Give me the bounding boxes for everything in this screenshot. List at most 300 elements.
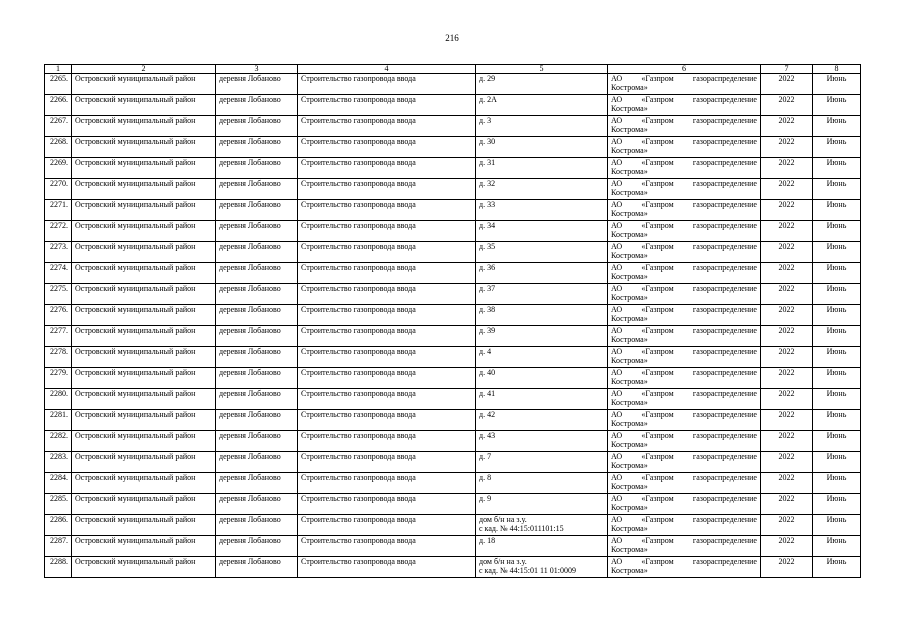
month-cell: Июнь [813, 557, 861, 578]
organization-line-2: Кострома» [611, 461, 648, 470]
year-cell: 2022 [761, 242, 813, 263]
organization-cell [608, 410, 761, 431]
organization-line-2: Кострома» [611, 482, 648, 491]
settlement-cell: деревня Лобаново [216, 536, 298, 557]
organization-line-2: Кострома» [611, 251, 648, 260]
row-number: 2288. [45, 557, 72, 578]
address-line-1: д. 29 [479, 74, 496, 83]
organization-line-2: Кострома» [611, 125, 648, 134]
settlement-cell: деревня Лобаново [216, 95, 298, 116]
organization-part-b: «Газпром [641, 410, 674, 419]
settlement-cell: деревня Лобаново [216, 116, 298, 137]
organization-cell [608, 137, 761, 158]
organization-part-b: «Газпром [641, 347, 674, 356]
organization-line-2: Кострома» [611, 104, 648, 113]
organization-part-b: «Газпром [641, 95, 674, 104]
district-cell: Островский муниципальный район [72, 74, 216, 95]
organization-part-a: АО [611, 158, 623, 167]
address-line-2: с кад. № 44:15:011101:15 [479, 524, 564, 533]
address-cell [476, 326, 608, 347]
year-cell: 2022 [761, 389, 813, 410]
organization-part-b: «Газпром [641, 200, 674, 209]
settlement-cell: деревня Лобаново [216, 200, 298, 221]
organization-part-b: «Газпром [641, 305, 674, 314]
address-cell [476, 242, 608, 263]
district-cell: Островский муниципальный район [72, 452, 216, 473]
organization-line-2: Кострома» [611, 146, 648, 155]
work-type-cell: Строительство газопровода ввода [298, 389, 476, 410]
organization-part-c: газораспределение [692, 326, 757, 335]
organization-part-c: газораспределение [692, 431, 757, 440]
month-cell: Июнь [813, 305, 861, 326]
settlement-cell: деревня Лобаново [216, 263, 298, 284]
district-cell: Островский муниципальный район [72, 263, 216, 284]
month-cell: Июнь [813, 116, 861, 137]
table-row [45, 347, 861, 368]
settlement-cell: деревня Лобаново [216, 431, 298, 452]
table-row [45, 95, 861, 116]
organization-part-c: газораспределение [692, 452, 757, 461]
organization-cell [608, 200, 761, 221]
organization-line-1 [611, 284, 757, 293]
district-cell: Островский муниципальный район [72, 179, 216, 200]
address-line-1: д. 8 [479, 473, 492, 482]
table-row [45, 431, 861, 452]
organization-part-b: «Газпром [641, 263, 674, 272]
address-line-1: д. 3 [479, 116, 492, 125]
organization-line-1 [611, 221, 757, 230]
address-line-1: д. 43 [479, 431, 496, 440]
organization-part-a: АО [611, 473, 623, 482]
organization-cell [608, 158, 761, 179]
work-type-cell: Строительство газопровода ввода [298, 305, 476, 326]
address-line-1: дом б/н на з.у. [479, 515, 527, 524]
organization-part-a: АО [611, 326, 623, 335]
organization-line-1 [611, 179, 757, 188]
address-line-1: д. 31 [479, 158, 496, 167]
organization-part-a: АО [611, 389, 623, 398]
organization-line-2: Кострома» [611, 314, 648, 323]
address-cell [476, 116, 608, 137]
table-row [45, 536, 861, 557]
settlement-cell: деревня Лобаново [216, 137, 298, 158]
district-cell: Островский муниципальный район [72, 536, 216, 557]
row-number: 2273. [45, 242, 72, 263]
table-row [45, 242, 861, 263]
year-cell: 2022 [761, 473, 813, 494]
organization-line-1 [611, 242, 757, 251]
district-cell: Островский муниципальный район [72, 347, 216, 368]
organization-line-2: Кострома» [611, 167, 648, 176]
address-line-1: д. 33 [479, 200, 496, 209]
organization-line-2: Кострома» [611, 356, 648, 365]
address-line-1: д. 41 [479, 389, 496, 398]
district-cell: Островский муниципальный район [72, 389, 216, 410]
settlement-cell: деревня Лобаново [216, 389, 298, 410]
row-number: 2281. [45, 410, 72, 431]
organization-part-a: АО [611, 305, 623, 314]
row-number: 2279. [45, 368, 72, 389]
district-cell: Островский муниципальный район [72, 368, 216, 389]
settlement-cell: деревня Лобаново [216, 305, 298, 326]
organization-cell [608, 431, 761, 452]
organization-part-b: «Газпром [641, 494, 674, 503]
month-cell: Июнь [813, 158, 861, 179]
column-header-5: 5 [476, 65, 608, 74]
work-type-cell: Строительство газопровода ввода [298, 179, 476, 200]
organization-line-1 [611, 137, 757, 146]
organization-line-1 [611, 536, 757, 545]
organization-line-2: Кострома» [611, 377, 648, 386]
row-number: 2268. [45, 137, 72, 158]
work-type-cell: Строительство газопровода ввода [298, 557, 476, 578]
organization-line-2: Кострома» [611, 230, 648, 239]
table-body [45, 74, 861, 578]
address-line-1: д. 34 [479, 221, 496, 230]
organization-cell [608, 116, 761, 137]
year-cell: 2022 [761, 494, 813, 515]
organization-line-2: Кострома» [611, 83, 648, 92]
organization-cell [608, 515, 761, 536]
organization-part-b: «Газпром [641, 452, 674, 461]
year-cell: 2022 [761, 410, 813, 431]
row-number: 2278. [45, 347, 72, 368]
year-cell: 2022 [761, 137, 813, 158]
year-cell: 2022 [761, 536, 813, 557]
month-cell: Июнь [813, 263, 861, 284]
district-cell: Островский муниципальный район [72, 158, 216, 179]
organization-part-c: газораспределение [692, 137, 757, 146]
organization-line-2: Кострома» [611, 524, 648, 533]
organization-part-a: АО [611, 368, 623, 377]
district-cell: Островский муниципальный район [72, 515, 216, 536]
organization-part-a: АО [611, 221, 623, 230]
month-cell: Июнь [813, 515, 861, 536]
settlement-cell: деревня Лобаново [216, 347, 298, 368]
table-row [45, 410, 861, 431]
table-row [45, 389, 861, 410]
work-type-cell: Строительство газопровода ввода [298, 431, 476, 452]
row-number: 2280. [45, 389, 72, 410]
organization-cell [608, 284, 761, 305]
work-type-cell: Строительство газопровода ввода [298, 515, 476, 536]
table-row [45, 263, 861, 284]
table-row [45, 158, 861, 179]
month-cell: Июнь [813, 200, 861, 221]
organization-line-2: Кострома» [611, 188, 648, 197]
organization-line-1 [611, 452, 757, 461]
address-cell [476, 221, 608, 242]
settlement-cell: деревня Лобаново [216, 473, 298, 494]
settlement-cell: деревня Лобаново [216, 242, 298, 263]
month-cell: Июнь [813, 536, 861, 557]
address-line-1: д. 2А [479, 95, 497, 104]
district-cell: Островский муниципальный район [72, 116, 216, 137]
address-cell [476, 494, 608, 515]
organization-part-a: АО [611, 494, 623, 503]
organization-line-1 [611, 95, 757, 104]
row-number: 2265. [45, 74, 72, 95]
table-row [45, 200, 861, 221]
address-cell [476, 305, 608, 326]
organization-part-a: АО [611, 116, 623, 125]
work-type-cell: Строительство газопровода ввода [298, 452, 476, 473]
address-line-2: с кад. № 44:15:01 11 01:0009 [479, 566, 576, 575]
organization-part-a: АО [611, 74, 623, 83]
address-line-1: д. 35 [479, 242, 496, 251]
organization-cell [608, 221, 761, 242]
row-number: 2282. [45, 431, 72, 452]
settlement-cell: деревня Лобаново [216, 179, 298, 200]
organization-part-a: АО [611, 347, 623, 356]
table-row [45, 137, 861, 158]
organization-line-1 [611, 200, 757, 209]
district-cell: Островский муниципальный район [72, 95, 216, 116]
work-type-cell: Строительство газопровода ввода [298, 473, 476, 494]
district-cell: Островский муниципальный район [72, 410, 216, 431]
organization-cell [608, 452, 761, 473]
address-line-1: д. 39 [479, 326, 496, 335]
settlement-cell: деревня Лобаново [216, 368, 298, 389]
organization-cell [608, 179, 761, 200]
work-type-cell: Строительство газопровода ввода [298, 200, 476, 221]
column-header-6: 6 [608, 65, 761, 74]
settlement-cell: деревня Лобаново [216, 158, 298, 179]
organization-line-2: Кострома» [611, 566, 648, 575]
address-cell [476, 284, 608, 305]
organization-line-1 [611, 347, 757, 356]
row-number: 2274. [45, 263, 72, 284]
month-cell: Июнь [813, 452, 861, 473]
organization-part-c: газораспределение [692, 179, 757, 188]
organization-part-c: газораспределение [692, 263, 757, 272]
work-type-cell: Строительство газопровода ввода [298, 137, 476, 158]
organization-part-c: газораспределение [692, 389, 757, 398]
organization-part-c: газораспределение [692, 368, 757, 377]
work-type-cell: Строительство газопровода ввода [298, 536, 476, 557]
district-cell: Островский муниципальный район [72, 326, 216, 347]
table-row [45, 74, 861, 95]
organization-cell [608, 95, 761, 116]
organization-line-1 [611, 515, 757, 524]
table-row [45, 305, 861, 326]
organization-part-a: АО [611, 557, 623, 566]
organization-line-1 [611, 389, 757, 398]
month-cell: Июнь [813, 74, 861, 95]
table-row [45, 473, 861, 494]
row-number: 2271. [45, 200, 72, 221]
organization-cell [608, 494, 761, 515]
year-cell: 2022 [761, 221, 813, 242]
organization-cell [608, 305, 761, 326]
work-type-cell: Строительство газопровода ввода [298, 116, 476, 137]
organization-line-1 [611, 410, 757, 419]
organization-part-c: газораспределение [692, 221, 757, 230]
organization-part-a: АО [611, 410, 623, 419]
month-cell: Июнь [813, 410, 861, 431]
row-number: 2285. [45, 494, 72, 515]
address-cell [476, 515, 608, 536]
year-cell: 2022 [761, 158, 813, 179]
month-cell: Июнь [813, 473, 861, 494]
organization-cell [608, 326, 761, 347]
address-line-1: д. 4 [479, 347, 492, 356]
organization-part-c: газораспределение [692, 242, 757, 251]
organization-part-a: АО [611, 200, 623, 209]
organization-cell [608, 557, 761, 578]
organization-cell [608, 74, 761, 95]
organization-part-a: АО [611, 137, 623, 146]
address-line-1: дом б/н на з.у. [479, 557, 527, 566]
address-line-1: д. 7 [479, 452, 492, 461]
row-number: 2276. [45, 305, 72, 326]
work-type-cell: Строительство газопровода ввода [298, 410, 476, 431]
organization-line-1 [611, 158, 757, 167]
year-cell: 2022 [761, 284, 813, 305]
settlement-cell: деревня Лобаново [216, 494, 298, 515]
settlement-cell: деревня Лобаново [216, 452, 298, 473]
organization-part-c: газораспределение [692, 473, 757, 482]
organization-part-b: «Газпром [641, 536, 674, 545]
row-number: 2269. [45, 158, 72, 179]
organization-line-1 [611, 473, 757, 482]
address-cell [476, 347, 608, 368]
organization-line-1 [611, 431, 757, 440]
work-type-cell: Строительство газопровода ввода [298, 368, 476, 389]
month-cell: Июнь [813, 389, 861, 410]
organization-part-b: «Газпром [641, 242, 674, 251]
month-cell: Июнь [813, 494, 861, 515]
year-cell: 2022 [761, 452, 813, 473]
organization-part-c: газораспределение [692, 74, 757, 83]
work-type-cell: Строительство газопровода ввода [298, 158, 476, 179]
organization-part-b: «Газпром [641, 74, 674, 83]
organization-part-a: АО [611, 536, 623, 545]
organization-part-b: «Газпром [641, 368, 674, 377]
organization-part-c: газораспределение [692, 347, 757, 356]
organization-part-a: АО [611, 284, 623, 293]
organization-part-b: «Газпром [641, 389, 674, 398]
organization-part-c: газораспределение [692, 284, 757, 293]
row-number: 2275. [45, 284, 72, 305]
address-line-1: д. 9 [479, 494, 492, 503]
organization-part-a: АО [611, 431, 623, 440]
address-cell [476, 200, 608, 221]
organization-part-c: газораспределение [692, 158, 757, 167]
row-number: 2277. [45, 326, 72, 347]
organization-line-2: Кострома» [611, 419, 648, 428]
organization-cell [608, 368, 761, 389]
month-cell: Июнь [813, 137, 861, 158]
column-header-1: 1 [45, 65, 72, 74]
year-cell: 2022 [761, 557, 813, 578]
row-number: 2287. [45, 536, 72, 557]
row-number: 2272. [45, 221, 72, 242]
organization-part-b: «Газпром [641, 116, 674, 125]
table-row [45, 116, 861, 137]
gasification-table [44, 64, 861, 578]
district-cell: Островский муниципальный район [72, 221, 216, 242]
work-type-cell: Строительство газопровода ввода [298, 284, 476, 305]
work-type-cell: Строительство газопровода ввода [298, 326, 476, 347]
table-header [45, 65, 861, 74]
table-row [45, 494, 861, 515]
table-row [45, 368, 861, 389]
address-line-1: д. 40 [479, 368, 496, 377]
work-type-cell: Строительство газопровода ввода [298, 347, 476, 368]
month-cell: Июнь [813, 221, 861, 242]
year-cell: 2022 [761, 200, 813, 221]
organization-part-b: «Газпром [641, 137, 674, 146]
month-cell: Июнь [813, 95, 861, 116]
table-row [45, 452, 861, 473]
address-cell [476, 158, 608, 179]
month-cell: Июнь [813, 326, 861, 347]
column-header-2: 2 [72, 65, 216, 74]
address-cell [476, 137, 608, 158]
settlement-cell: деревня Лобаново [216, 515, 298, 536]
organization-part-c: газораспределение [692, 536, 757, 545]
year-cell: 2022 [761, 263, 813, 284]
work-type-cell: Строительство газопровода ввода [298, 494, 476, 515]
organization-part-c: газораспределение [692, 200, 757, 209]
year-cell: 2022 [761, 431, 813, 452]
month-cell: Июнь [813, 368, 861, 389]
organization-line-1 [611, 116, 757, 125]
organization-line-1 [611, 326, 757, 335]
organization-line-2: Кострома» [611, 440, 648, 449]
organization-part-c: газораспределение [692, 494, 757, 503]
row-number: 2270. [45, 179, 72, 200]
address-cell [476, 536, 608, 557]
address-cell [476, 431, 608, 452]
table-row [45, 221, 861, 242]
work-type-cell: Строительство газопровода ввода [298, 263, 476, 284]
address-line-1: д. 36 [479, 263, 496, 272]
month-cell: Июнь [813, 347, 861, 368]
address-cell [476, 179, 608, 200]
organization-part-a: АО [611, 179, 623, 188]
table-row [45, 284, 861, 305]
work-type-cell: Строительство газопровода ввода [298, 74, 476, 95]
organization-line-2: Кострома» [611, 545, 648, 554]
year-cell: 2022 [761, 515, 813, 536]
district-cell: Островский муниципальный район [72, 305, 216, 326]
organization-part-a: АО [611, 452, 623, 461]
address-cell [476, 452, 608, 473]
settlement-cell: деревня Лобаново [216, 284, 298, 305]
settlement-cell: деревня Лобаново [216, 221, 298, 242]
row-number: 2283. [45, 452, 72, 473]
organization-part-b: «Газпром [641, 557, 674, 566]
organization-part-b: «Газпром [641, 431, 674, 440]
organization-part-c: газораспределение [692, 116, 757, 125]
settlement-cell: деревня Лобаново [216, 557, 298, 578]
page-number: 216 [445, 33, 459, 43]
district-cell: Островский муниципальный район [72, 200, 216, 221]
organization-part-b: «Газпром [641, 221, 674, 230]
organization-cell [608, 473, 761, 494]
month-cell: Июнь [813, 242, 861, 263]
organization-line-1 [611, 74, 757, 83]
table-row [45, 557, 861, 578]
organization-line-2: Кострома» [611, 503, 648, 512]
year-cell: 2022 [761, 95, 813, 116]
row-number: 2286. [45, 515, 72, 536]
address-cell [476, 389, 608, 410]
column-header-8: 8 [813, 65, 861, 74]
address-line-1: д. 38 [479, 305, 496, 314]
